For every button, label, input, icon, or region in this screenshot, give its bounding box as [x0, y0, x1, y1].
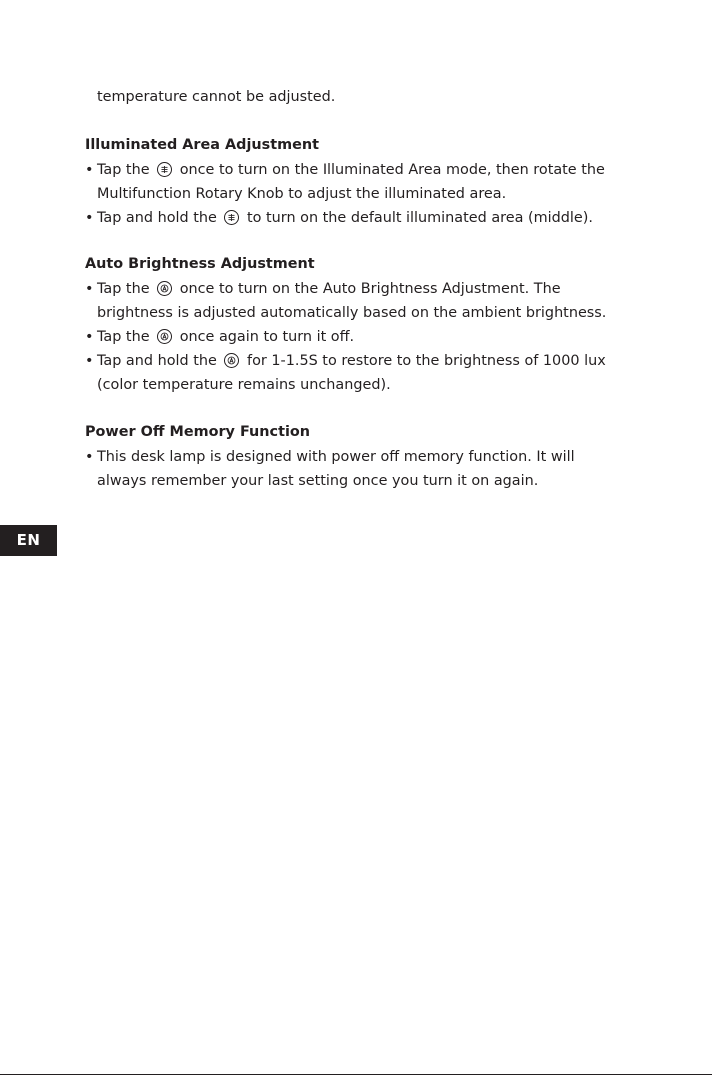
continuation-text: temperature cannot be adjusted. — [97, 89, 336, 105]
illuminated-area-icon — [224, 210, 239, 225]
bullet: • — [85, 281, 94, 297]
item-text-line1: This desk lamp is designed with power off memory function. It will — [97, 449, 575, 465]
item-text-pre: Tap the — [97, 329, 150, 345]
item-text-pre: Tap the — [97, 281, 150, 297]
section-heading: Auto Brightness Adjustment — [85, 256, 315, 272]
bullet: • — [85, 210, 94, 226]
item-text-post: once to turn on the Auto Brightness Adjustment. The — [179, 281, 561, 297]
item-text-post: for 1-1.5S to restore to the brightness of 1000 lux — [247, 353, 606, 369]
section-auto-brightness — [85, 253, 645, 397]
item-text-post: once to turn on the Illuminated Area mode, then rotate the — [179, 162, 605, 178]
section-heading: Illuminated Area Adjustment — [85, 137, 319, 153]
list-item — [85, 349, 645, 397]
bullet: • — [85, 353, 94, 369]
auto-brightness-icon — [157, 329, 172, 344]
item-text-post: to turn on the default illuminated area (middle). — [247, 210, 593, 226]
bullet: • — [85, 162, 94, 178]
auto-brightness-icon — [157, 281, 172, 296]
list-item — [85, 206, 645, 230]
section-heading: Power Off Memory Function — [85, 424, 311, 440]
section-illuminated-area — [85, 134, 645, 230]
illuminated-area-icon — [157, 162, 172, 177]
list-item — [85, 277, 645, 325]
list-item — [85, 325, 645, 349]
bullet: • — [85, 329, 94, 345]
item-text-cont: brightness is adjusted automatically based on the ambient brightness. — [97, 305, 607, 321]
auto-brightness-icon — [224, 353, 239, 368]
language-tab: EN — [0, 525, 57, 556]
item-text-pre: Tap and hold the — [97, 210, 217, 226]
item-text-pre: Tap the — [97, 162, 150, 178]
bullet: • — [85, 449, 94, 465]
item-text-post: once again to turn it off. — [179, 329, 355, 345]
list-item — [85, 445, 645, 493]
item-text-cont: (color temperature remains unchanged). — [97, 377, 391, 393]
list-item — [85, 158, 645, 206]
item-text-cont: Multifunction Rotary Knob to adjust the illuminated area. — [97, 186, 507, 202]
item-text-line2: always remember your last setting once you turn it on again. — [97, 473, 539, 489]
section-power-off-memory — [85, 421, 645, 493]
item-text-pre: Tap and hold the — [97, 353, 217, 369]
